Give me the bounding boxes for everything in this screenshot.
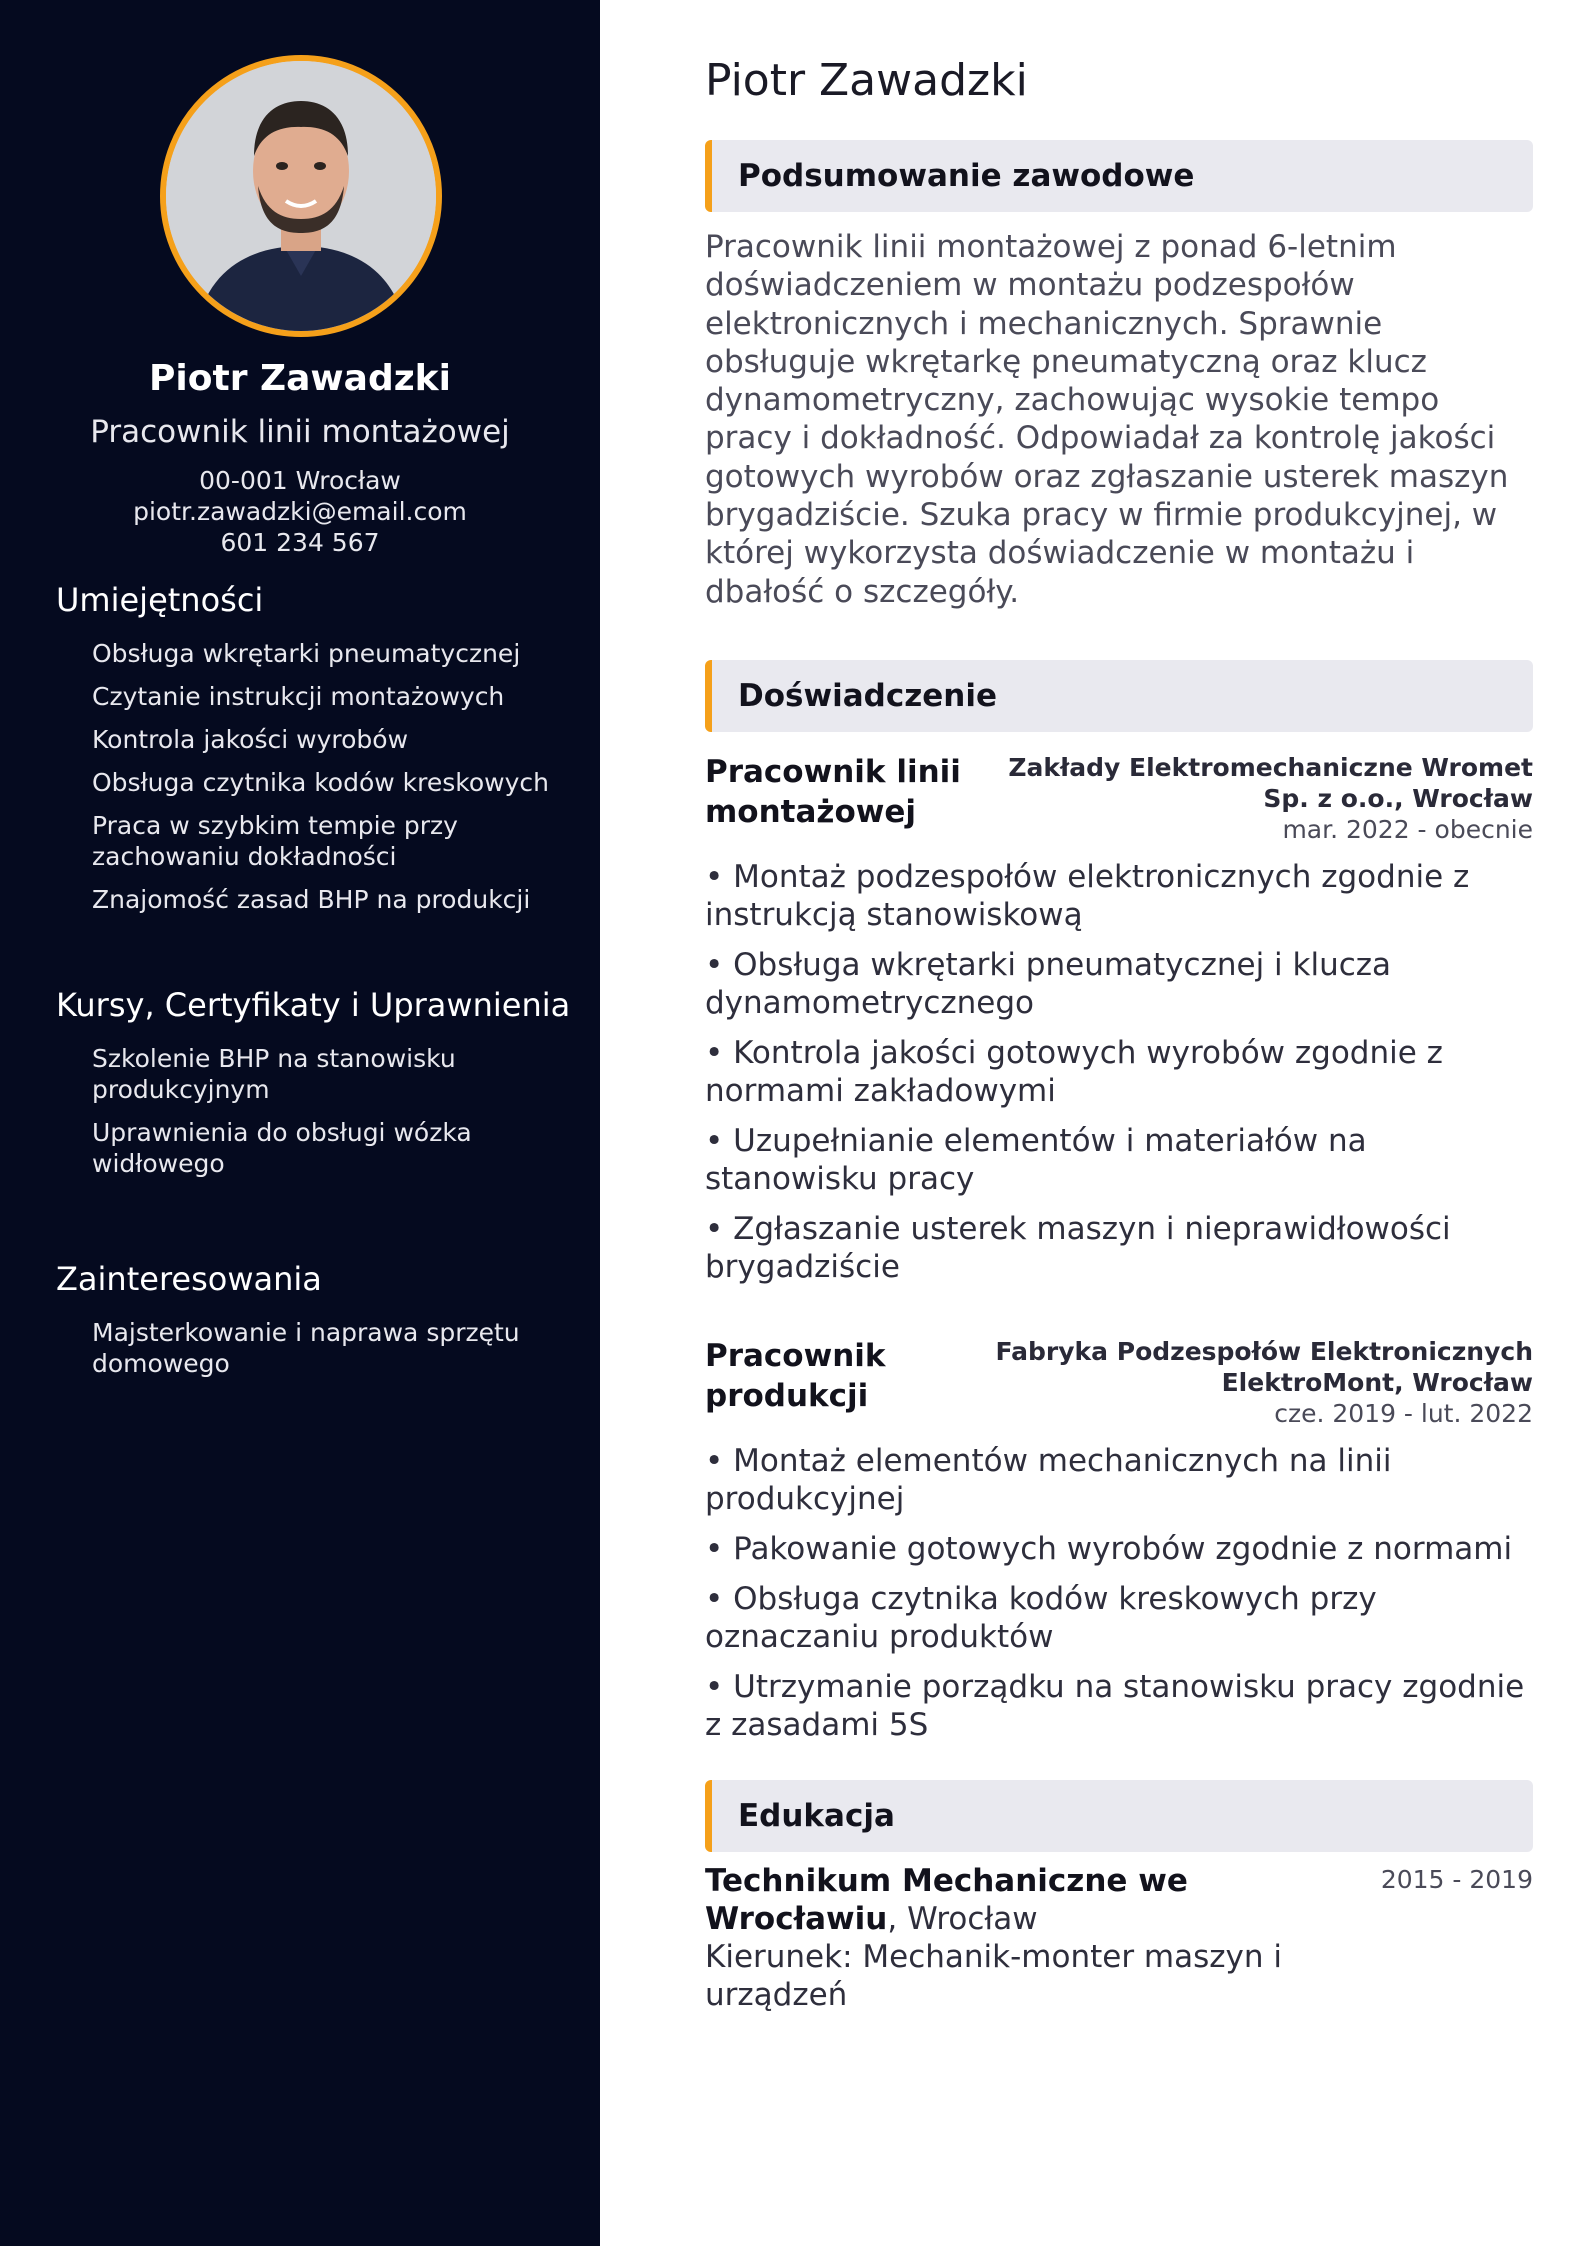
courses-section bbox=[56, 985, 576, 1191]
skill-item: Obsługa wkrętarki pneumatycznej bbox=[92, 639, 521, 668]
job-bullet: • Pakowanie gotowych wyrobów zgodnie z normami bbox=[705, 1531, 1513, 1567]
education-header bbox=[705, 1862, 1533, 1938]
interests-list bbox=[56, 1317, 576, 1379]
job-header bbox=[705, 752, 1533, 858]
experience-heading: Doświadczenie bbox=[705, 660, 1533, 732]
school bbox=[705, 1862, 1265, 1938]
avatar-illustration bbox=[166, 61, 436, 331]
education-major: Kierunek: Mechanik-monter maszyn i urządzeń bbox=[705, 1939, 1282, 2013]
education-entry bbox=[705, 1862, 1533, 2014]
job-bullet: • Zgłaszanie usterek maszyn i nieprawidłowości brygadziście bbox=[705, 1211, 1451, 1285]
contact-email[interactable]: piotr.zawadzki@email.com bbox=[133, 497, 467, 526]
job-bullets bbox=[705, 1442, 1533, 1744]
skill-item: Obsługa czytnika kodów kreskowych bbox=[92, 768, 549, 797]
job-bullets bbox=[705, 858, 1533, 1286]
contact-info bbox=[0, 465, 600, 558]
job-bullet: • Utrzymanie porządku na stanowisku pracy zgodnie z zasadami 5S bbox=[705, 1669, 1525, 1743]
page-title: Piotr Zawadzki bbox=[705, 55, 1028, 106]
sidebar-name: Piotr Zawadzki bbox=[149, 358, 451, 399]
job-dates: mar. 2022 - obecnie bbox=[1282, 815, 1533, 844]
job-title: Pracownik produkcji bbox=[705, 1338, 886, 1414]
sidebar bbox=[0, 0, 600, 2246]
skills-list bbox=[56, 638, 576, 915]
interests-section bbox=[56, 1259, 576, 1391]
job-bullet: • Uzupełnianie elementów i materiałów na stanowisku pracy bbox=[705, 1123, 1367, 1197]
sidebar-job-title: Pracownik linii montażowej bbox=[90, 414, 510, 450]
education-dates: 2015 - 2019 bbox=[1380, 1865, 1533, 1894]
summary-text: Pracownik linii montażowej z ponad 6-letnim doświadczeniem w montażu podzespołów elektronicznych i mechanicznych. Sprawnie obsługuje wkrętarkę pneumatyczną oraz klucz dynamometryczny, zachowując wysokie tempo pracy i dokładność. Odpowiadał za kontrolę jakości gotowych wyrobów oraz zgłaszanie usterek maszyn brygadziście. Szuka pracy w firmie produkcyjnej, w której wykorzysta doświadczenie w montażu i dbałość o szczegóły. bbox=[705, 229, 1509, 610]
school-name: Technikum Mechaniczne we Wrocławiu bbox=[705, 1863, 1188, 1937]
skills-heading: Umiejętności bbox=[56, 581, 264, 619]
summary-heading: Podsumowanie zawodowe bbox=[705, 140, 1533, 212]
job-header bbox=[705, 1336, 1533, 1442]
job-entry bbox=[705, 752, 1533, 1298]
education-heading: Edukacja bbox=[705, 1780, 1533, 1852]
course-item: Szkolenie BHP na stanowisku produkcyjnym bbox=[92, 1044, 456, 1104]
skills-section bbox=[56, 580, 576, 927]
company-name: Zakłady Elektromechaniczne Wromet Sp. z o.o., Wrocław bbox=[1008, 753, 1533, 813]
skill-item: Kontrola jakości wyrobów bbox=[92, 725, 409, 754]
skill-item: Czytanie instrukcji montażowych bbox=[92, 682, 505, 711]
job-bullet: • Obsługa wkrętarki pneumatycznej i klucza dynamometrycznego bbox=[705, 947, 1392, 1021]
interests-heading: Zainteresowania bbox=[56, 1260, 322, 1298]
courses-list bbox=[56, 1043, 576, 1179]
job-bullet: • Montaż podzespołów elektronicznych zgodnie z instrukcją stanowiskową bbox=[705, 859, 1470, 933]
profile-photo bbox=[160, 55, 442, 337]
job-dates: cze. 2019 - lut. 2022 bbox=[1274, 1399, 1533, 1428]
skill-item: Znajomość zasad BHP na produkcji bbox=[92, 885, 531, 914]
job-title: Pracownik linii montażowej bbox=[705, 754, 961, 830]
contact-phone[interactable]: 601 234 567 bbox=[220, 528, 380, 557]
skill-item: Praca w szybkim tempie przy zachowaniu dokładności bbox=[92, 811, 458, 871]
company-name: Fabryka Podzespołów Elektronicznych ElektroMont, Wrocław bbox=[995, 1337, 1533, 1397]
contact-address: 00-001 Wrocław bbox=[199, 466, 401, 495]
interest-item: Majsterkowanie i naprawa sprzętu domowego bbox=[92, 1318, 520, 1378]
job-bullet: • Kontrola jakości gotowych wyrobów zgodnie z normami zakładowymi bbox=[705, 1035, 1443, 1109]
job-meta bbox=[973, 752, 1533, 845]
job-entry bbox=[705, 1336, 1533, 1756]
school-city: , Wrocław bbox=[887, 1901, 1038, 1937]
job-meta bbox=[973, 1336, 1533, 1429]
course-item: Uprawnienia do obsługi wózka widłowego bbox=[92, 1118, 472, 1178]
job-bullet: • Montaż elementów mechanicznych na linii produkcyjnej bbox=[705, 1443, 1392, 1517]
courses-heading: Kursy, Certyfikaty i Uprawnienia bbox=[56, 986, 571, 1024]
job-bullet: • Obsługa czytnika kodów kreskowych przy oznaczaniu produktów bbox=[705, 1581, 1377, 1655]
